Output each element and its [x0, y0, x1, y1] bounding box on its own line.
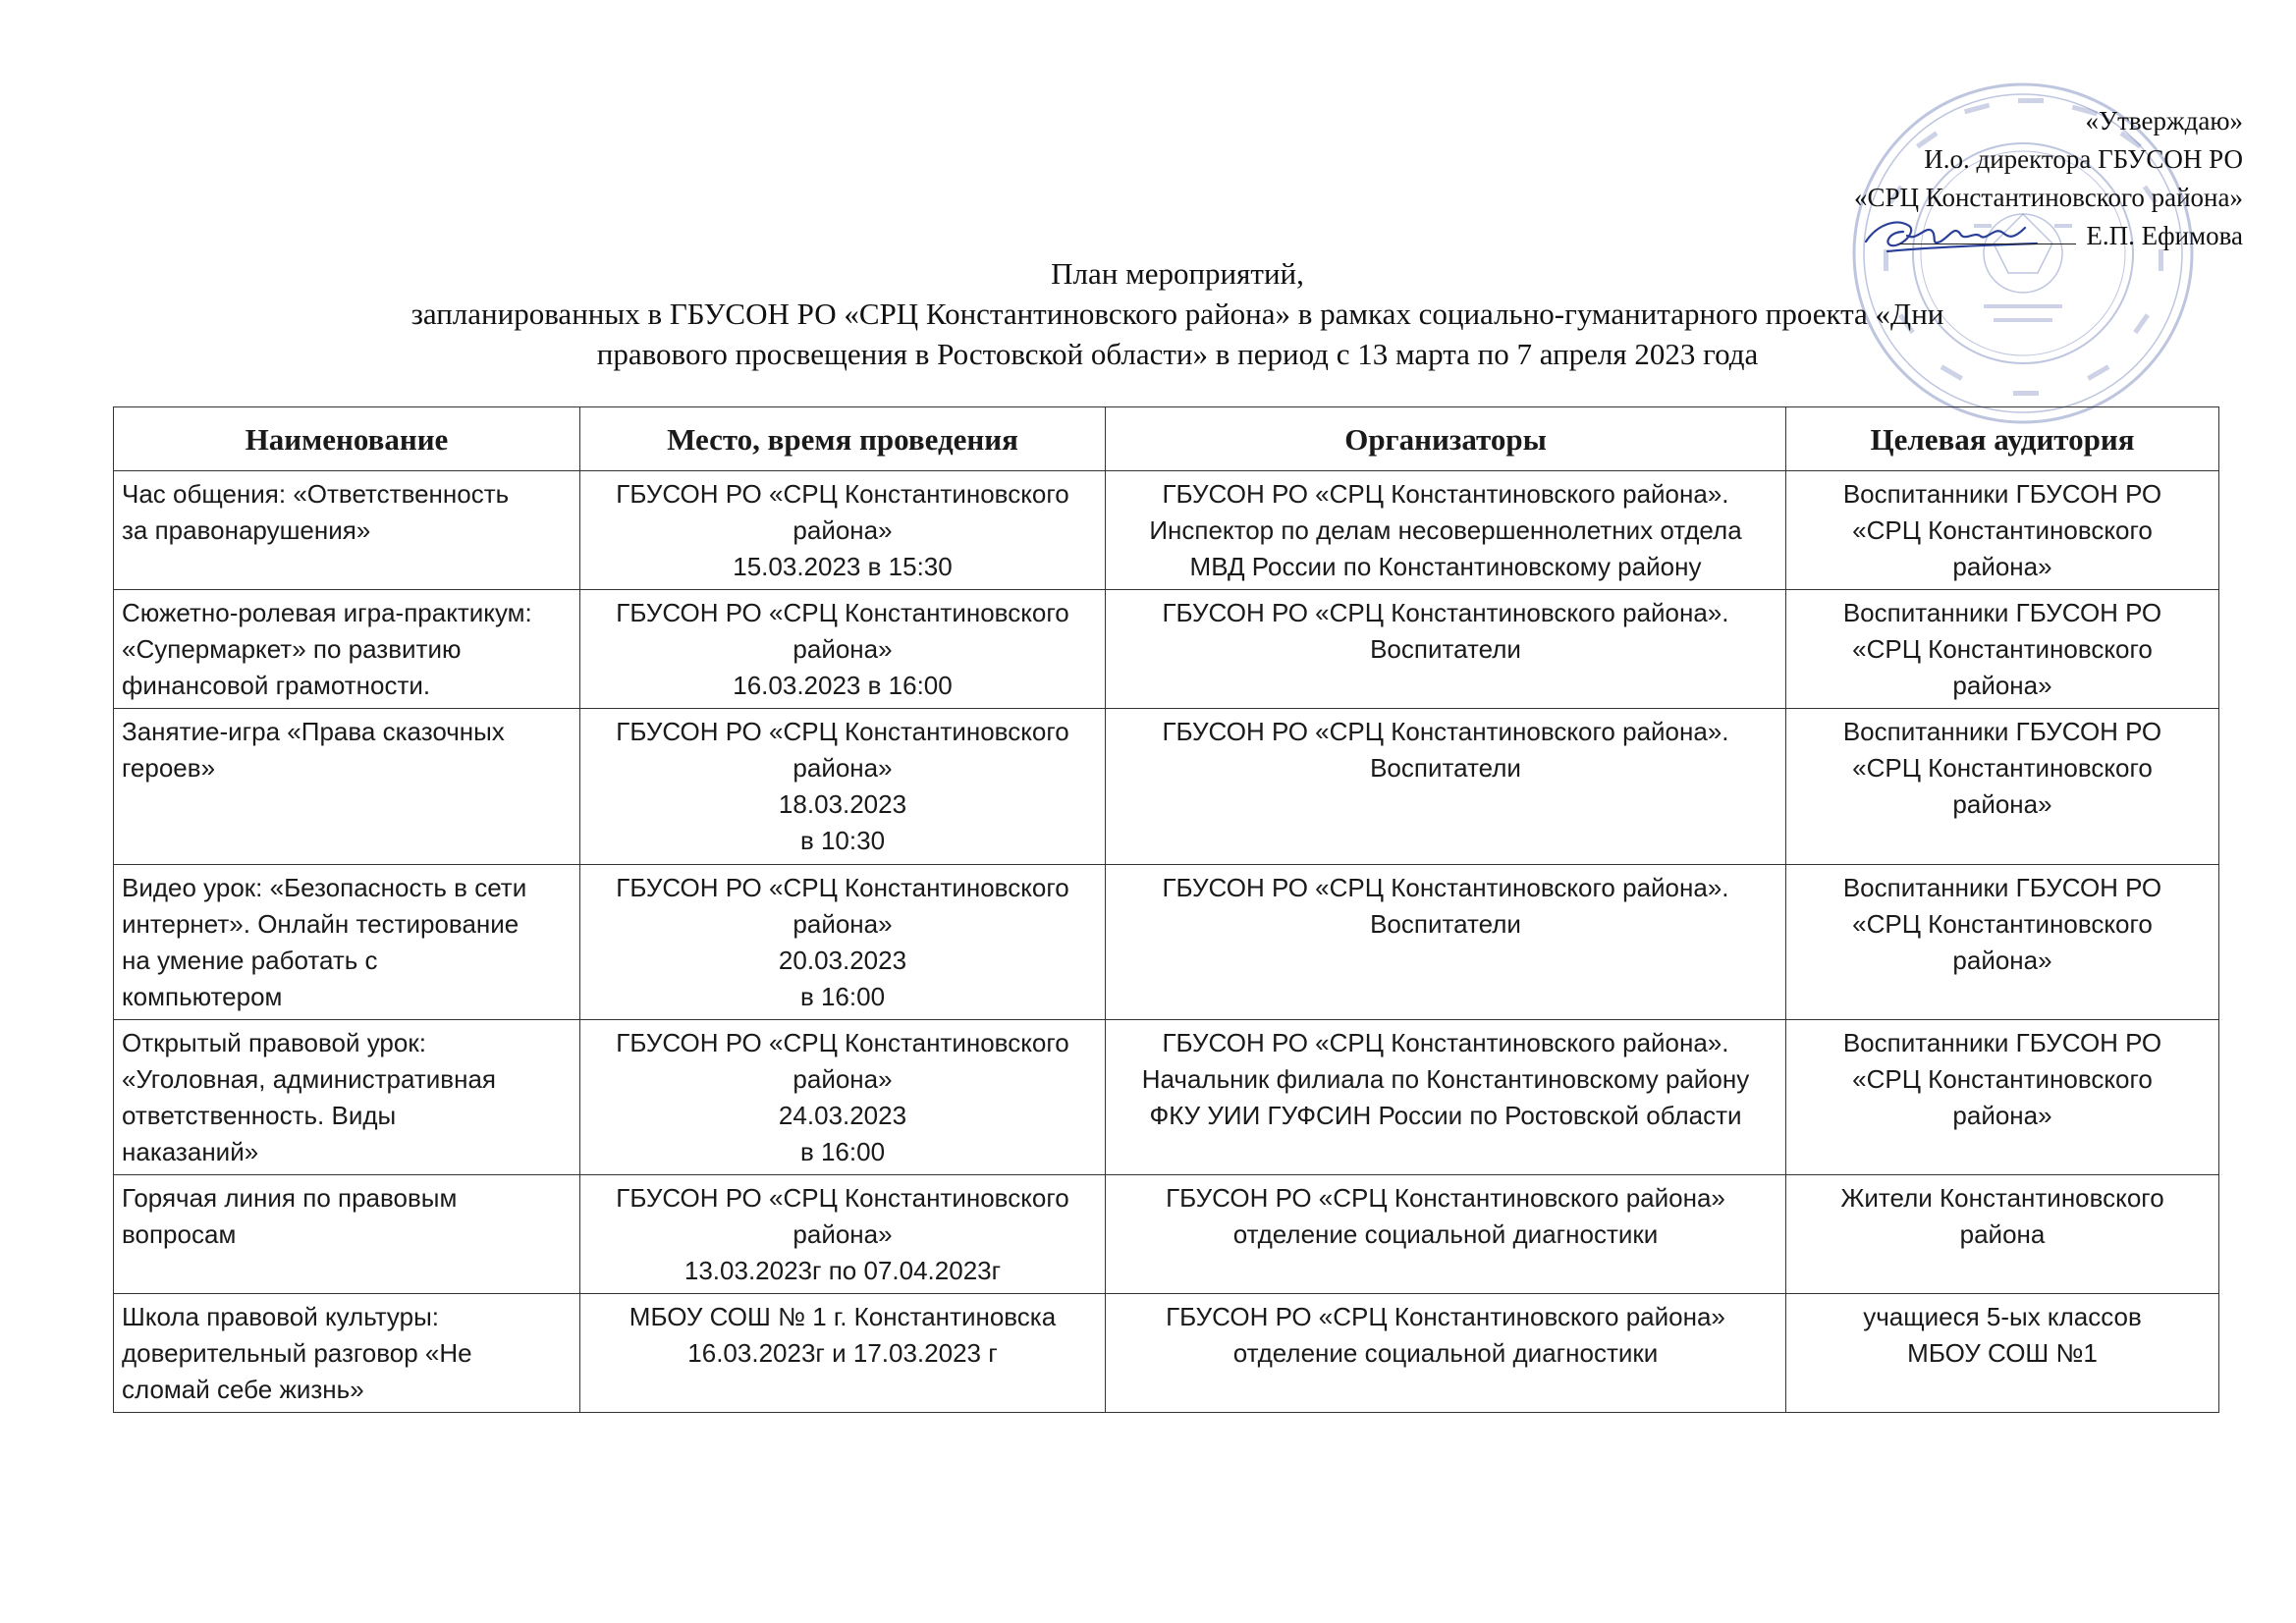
- cell-text-line: района»: [1952, 671, 2052, 700]
- table-row: [114, 1020, 2219, 1175]
- event-name-cell: [114, 709, 580, 865]
- column-header-place-time: Место, время проведения: [580, 407, 1106, 471]
- table-row: [114, 590, 2219, 709]
- approval-block: [1854, 102, 2243, 255]
- audience-cell: [1786, 865, 2219, 1020]
- table-row: [114, 865, 2219, 1020]
- cell-text-line: Воспитанники ГБУСОН РО: [1842, 717, 2162, 746]
- cell-text-line: наказаний»: [122, 1137, 259, 1166]
- place-time-cell: [580, 865, 1106, 1020]
- title-line-3: правового просвещения в Ростовской области» в период с 13 марта по 7 апреля 2023 года: [596, 337, 1759, 371]
- cell-text-line: 20.03.2023: [778, 946, 907, 975]
- cell-text-line: 18.03.2023: [778, 789, 907, 819]
- cell-text-line: «Уголовная, административная: [122, 1064, 496, 1094]
- organizers-cell: [1106, 865, 1786, 1020]
- event-name-cell: [114, 1294, 580, 1413]
- cell-text-line: района»: [793, 515, 893, 545]
- place-time-cell: [580, 590, 1106, 709]
- cell-text-line: 15.03.2023 в 15:30: [733, 552, 953, 581]
- cell-text-line: ГБУСОН РО «СРЦ Константиновского района».: [1162, 598, 1729, 627]
- cell-text-line: «СРЦ Константиновского: [1852, 1064, 2153, 1094]
- table-header-row: [114, 407, 2219, 471]
- cell-text-line: Начальник филиала по Константиновскому району: [1141, 1064, 1750, 1094]
- cell-text-line: Занятие-игра «Права сказочных: [122, 717, 505, 746]
- cell-text-line: учащиеся 5-ых классов: [1863, 1302, 2142, 1331]
- cell-text-line: вопросам: [122, 1219, 237, 1249]
- approval-position: И.о. директора ГБУСОН РО: [1924, 144, 2243, 174]
- place-time-cell: [580, 1020, 1106, 1175]
- cell-text-line: сломай себе жизнь»: [122, 1375, 364, 1404]
- table-row: [114, 709, 2219, 865]
- table-row: [114, 1175, 2219, 1294]
- cell-text-line: на умение работать с: [122, 946, 378, 975]
- cell-text-line: Воспитанники ГБУСОН РО: [1842, 1028, 2162, 1057]
- cell-text-line: «СРЦ Константиновского: [1852, 515, 2153, 545]
- cell-text-line: ГБУСОН РО «СРЦ Константиновского района»: [1166, 1302, 1725, 1331]
- title-line-1: План мероприятий,: [1051, 256, 1304, 291]
- audience-cell: [1786, 1175, 2219, 1294]
- cell-text-line: Открытый правовой урок:: [122, 1028, 426, 1057]
- cell-text-line: МБОУ СОШ №1: [1907, 1338, 2098, 1368]
- cell-text-line: Жители Константиновского: [1840, 1183, 2164, 1213]
- approval-heading: «Утверждаю»: [2085, 106, 2243, 135]
- cell-text-line: «СРЦ Константиновского: [1852, 634, 2153, 664]
- cell-text-line: Горячая линия по правовым: [122, 1183, 458, 1213]
- column-header-name: Наименование: [114, 407, 580, 471]
- cell-text-line: ГБУСОН РО «СРЦ Константиновского: [616, 1183, 1069, 1213]
- cell-text-line: ГБУСОН РО «СРЦ Константиновского: [616, 598, 1069, 627]
- audience-cell: [1786, 471, 2219, 590]
- cell-text-line: отделение социальной диагностики: [1232, 1338, 1659, 1368]
- cell-text-line: 24.03.2023: [778, 1101, 907, 1130]
- cell-text-line: ГБУСОН РО «СРЦ Константиновского: [616, 873, 1069, 902]
- document-title: [147, 253, 2208, 374]
- audience-cell: [1786, 709, 2219, 865]
- cell-text-line: в 16:00: [799, 982, 886, 1011]
- cell-text-line: Воспитанники ГБУСОН РО: [1842, 479, 2162, 509]
- cell-text-line: района»: [1952, 946, 2052, 975]
- table-row: [114, 1294, 2219, 1413]
- cell-text-line: в 10:30: [799, 826, 886, 855]
- cell-text-line: ГБУСОН РО «СРЦ Константиновского: [616, 479, 1069, 509]
- cell-text-line: района»: [1952, 552, 2052, 581]
- cell-text-line: ответственность. Виды: [122, 1101, 397, 1130]
- organizers-cell: [1106, 1294, 1786, 1413]
- cell-text-line: 13.03.2023г по 07.04.2023г: [683, 1256, 1002, 1285]
- cell-text-line: Час общения: «Ответственность: [122, 479, 510, 509]
- events-table: [113, 406, 2219, 1413]
- cell-text-line: ГБУСОН РО «СРЦ Константиновского района».: [1162, 1028, 1729, 1057]
- place-time-cell: [580, 1294, 1106, 1413]
- cell-text-line: района»: [793, 1219, 893, 1249]
- cell-text-line: района»: [793, 753, 893, 783]
- cell-text-line: интернет». Онлайн тестирование: [122, 909, 519, 939]
- audience-cell: [1786, 1294, 2219, 1413]
- cell-text-line: «Супермаркет» по развитию: [122, 634, 462, 664]
- cell-text-line: МБОУ СОШ № 1 г. Константиновска: [629, 1302, 1057, 1331]
- cell-text-line: ГБУСОН РО «СРЦ Константиновского района»: [1166, 1183, 1725, 1213]
- cell-text-line: Воспитатели: [1370, 753, 1521, 783]
- title-line-2: запланированных в ГБУСОН РО «СРЦ Константиновского района» в рамках социально-гуманитарного проекта «Дни: [410, 297, 1944, 331]
- cell-text-line: доверительный разговор «Не: [122, 1338, 472, 1368]
- cell-text-line: района»: [793, 909, 893, 939]
- approval-organization: «СРЦ Константиновского района»: [1854, 183, 2243, 212]
- audience-cell: [1786, 1020, 2219, 1175]
- column-header-audience: Целевая аудитория: [1786, 407, 2219, 471]
- place-time-cell: [580, 471, 1106, 590]
- audience-cell: [1786, 590, 2219, 709]
- event-name-cell: [114, 1020, 580, 1175]
- cell-text-line: «СРЦ Константиновского: [1852, 753, 2153, 783]
- organizers-cell: [1106, 709, 1786, 865]
- organizers-cell: [1106, 471, 1786, 590]
- cell-text-line: финансовой грамотности.: [122, 671, 431, 700]
- cell-text-line: района»: [1952, 1101, 2052, 1130]
- organizers-cell: [1106, 1020, 1786, 1175]
- cell-text-line: в 16:00: [799, 1137, 886, 1166]
- organizers-cell: [1106, 1175, 1786, 1294]
- cell-text-line: 16.03.2023 в 16:00: [733, 671, 953, 700]
- cell-text-line: ГБУСОН РО «СРЦ Константиновского района».: [1162, 479, 1729, 509]
- cell-text-line: района»: [793, 634, 893, 664]
- cell-text-line: Школа правовой культуры:: [122, 1302, 440, 1331]
- cell-text-line: ФКУ УИИ ГУФСИН России по Ростовской области: [1149, 1101, 1742, 1130]
- signature-line: [1899, 224, 2076, 244]
- cell-text-line: МВД России по Константиновскому району: [1189, 552, 1702, 581]
- cell-text-line: Инспектор по делам несовершеннолетних отдела: [1149, 515, 1742, 545]
- cell-text-line: Воспитанники ГБУСОН РО: [1842, 873, 2162, 902]
- cell-text-line: ГБУСОН РО «СРЦ Константиновского района».: [1162, 873, 1729, 902]
- cell-text-line: района»: [793, 1064, 893, 1094]
- cell-text-line: «СРЦ Константиновского: [1852, 909, 2153, 939]
- cell-text-line: 16.03.2023г и 17.03.2023 г: [687, 1338, 998, 1368]
- cell-text-line: Воспитатели: [1370, 909, 1521, 939]
- event-name-cell: [114, 1175, 580, 1294]
- event-name-cell: [114, 471, 580, 590]
- cell-text-line: отделение социальной диагностики: [1232, 1219, 1659, 1249]
- cell-text-line: ГБУСОН РО «СРЦ Константиновского: [616, 717, 1069, 746]
- column-header-organizers: Организаторы: [1106, 407, 1786, 471]
- cell-text-line: Воспитатели: [1370, 634, 1521, 664]
- organizers-cell: [1106, 590, 1786, 709]
- place-time-cell: [580, 709, 1106, 865]
- cell-text-line: района»: [1952, 789, 2052, 819]
- cell-text-line: за правонарушения»: [122, 515, 371, 545]
- cell-text-line: ГБУСОН РО «СРЦ Константиновского: [616, 1028, 1069, 1057]
- cell-text-line: Сюжетно-ролевая игра-практикум:: [122, 598, 532, 627]
- approval-signatory: Е.П. Ефимова: [2086, 221, 2243, 250]
- cell-text-line: Воспитанники ГБУСОН РО: [1842, 598, 2162, 627]
- event-name-cell: [114, 590, 580, 709]
- table-row: [114, 471, 2219, 590]
- place-time-cell: [580, 1175, 1106, 1294]
- cell-text-line: героев»: [122, 753, 216, 783]
- event-name-cell: [114, 865, 580, 1020]
- approval-signature-row: [1854, 217, 2243, 255]
- cell-text-line: ГБУСОН РО «СРЦ Константиновского района».: [1162, 717, 1729, 746]
- cell-text-line: Видео урок: «Безопасность в сети: [122, 873, 527, 902]
- cell-text-line: компьютером: [122, 982, 283, 1011]
- cell-text-line: района: [1959, 1219, 2046, 1249]
